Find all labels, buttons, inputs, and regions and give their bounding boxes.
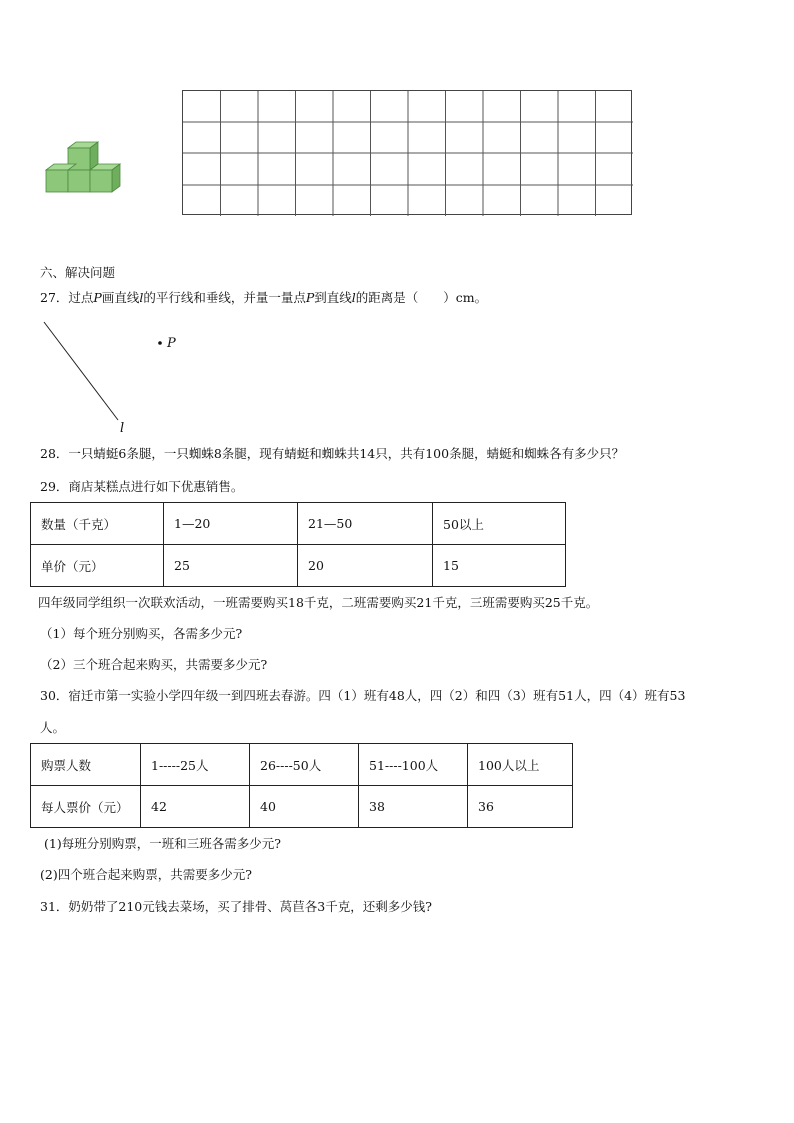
q27-line-l2: l bbox=[351, 290, 356, 305]
q30-sub2: (2)四个班合起来购票，共需要多少元? bbox=[40, 867, 252, 882]
table-cell: 50以上 bbox=[433, 503, 566, 545]
table-cell: 26----50人 bbox=[250, 744, 359, 786]
question-27 bbox=[40, 290, 487, 306]
table-cell: 42 bbox=[141, 786, 250, 828]
q27-text-b: 的平行线和垂线，并量一量点 bbox=[143, 290, 306, 305]
question-30-line1: 30．宿迁市第一实验小学四年级一到四班去春游。四（1）班有48人，四（2）和四（3）班有51人，四（4）班有53 bbox=[40, 688, 686, 703]
table-row bbox=[31, 744, 573, 786]
table-cell: 100人以上 bbox=[468, 744, 573, 786]
question-31: 31．奶奶带了210元钱去菜场，买了排骨、莴苣各3千克，还剩多少钱? bbox=[40, 899, 432, 914]
point-p-dot bbox=[158, 341, 162, 345]
q30-ticket-table bbox=[30, 743, 573, 828]
grid-lines bbox=[183, 91, 633, 216]
table-cell: 单价（元） bbox=[31, 545, 164, 587]
table-cell: 38 bbox=[359, 786, 468, 828]
section-title: 六、解决问题 bbox=[40, 265, 116, 280]
cube-stack-figure bbox=[40, 140, 130, 202]
question-29-intro: 29．商店某糕点进行如下优惠销售。 bbox=[40, 479, 244, 494]
q29-scenario: 四年级同学组织一次联欢活动，一班需要购买18千克，二班需要购买21千克，三班需要购买25千克。 bbox=[38, 595, 599, 610]
q27-text-d: 的距离是（ ）cm。 bbox=[355, 290, 488, 305]
table-row bbox=[31, 503, 566, 545]
question-28: 28．一只蜻蜓6条腿，一只蜘蛛8条腿，现有蜻蜓和蜘蛛共14只，共有100条腿，蜻蜓和蜘蛛各有多少只？ bbox=[40, 446, 625, 461]
drawing-grid bbox=[182, 90, 632, 215]
q27-line-l: l bbox=[139, 290, 144, 305]
q27-text-a: 画直线 bbox=[101, 290, 140, 305]
q27-text-c: 到直线 bbox=[314, 290, 352, 305]
table-cell: 20 bbox=[298, 545, 433, 587]
line-l-label: l bbox=[120, 421, 125, 436]
q29-sub1: （1）每个班分别购买，各需多少元? bbox=[40, 626, 243, 641]
table-cell: 购票人数 bbox=[31, 744, 141, 786]
table-cell: 40 bbox=[250, 786, 359, 828]
table-row bbox=[31, 786, 573, 828]
q27-point-p2: P bbox=[305, 290, 315, 305]
table-cell: 1-----25人 bbox=[141, 744, 250, 786]
q29-sub2: （2）三个班合起来购买，共需要多少元? bbox=[40, 657, 268, 672]
table-row bbox=[31, 545, 566, 587]
table-cell: 51----100人 bbox=[359, 744, 468, 786]
q30-sub1: (1)每班分别购票，一班和三班各需多少元? bbox=[44, 836, 281, 851]
table-cell: 15 bbox=[433, 545, 566, 587]
q27-point-p: P bbox=[93, 290, 102, 305]
q29-price-table bbox=[30, 502, 566, 587]
table-cell: 25 bbox=[164, 545, 298, 587]
table-cell: 每人票价（元） bbox=[31, 786, 141, 828]
table-cell: 21—50 bbox=[298, 503, 433, 545]
q27-text-before: 27．过点 bbox=[40, 290, 94, 305]
line-l bbox=[44, 322, 118, 420]
point-p-label: P bbox=[167, 336, 176, 351]
table-cell: 36 bbox=[468, 786, 573, 828]
table-cell: 数量（千克） bbox=[31, 503, 164, 545]
question-30-line2: 人。 bbox=[40, 720, 66, 735]
table-cell: 1—20 bbox=[164, 503, 298, 545]
